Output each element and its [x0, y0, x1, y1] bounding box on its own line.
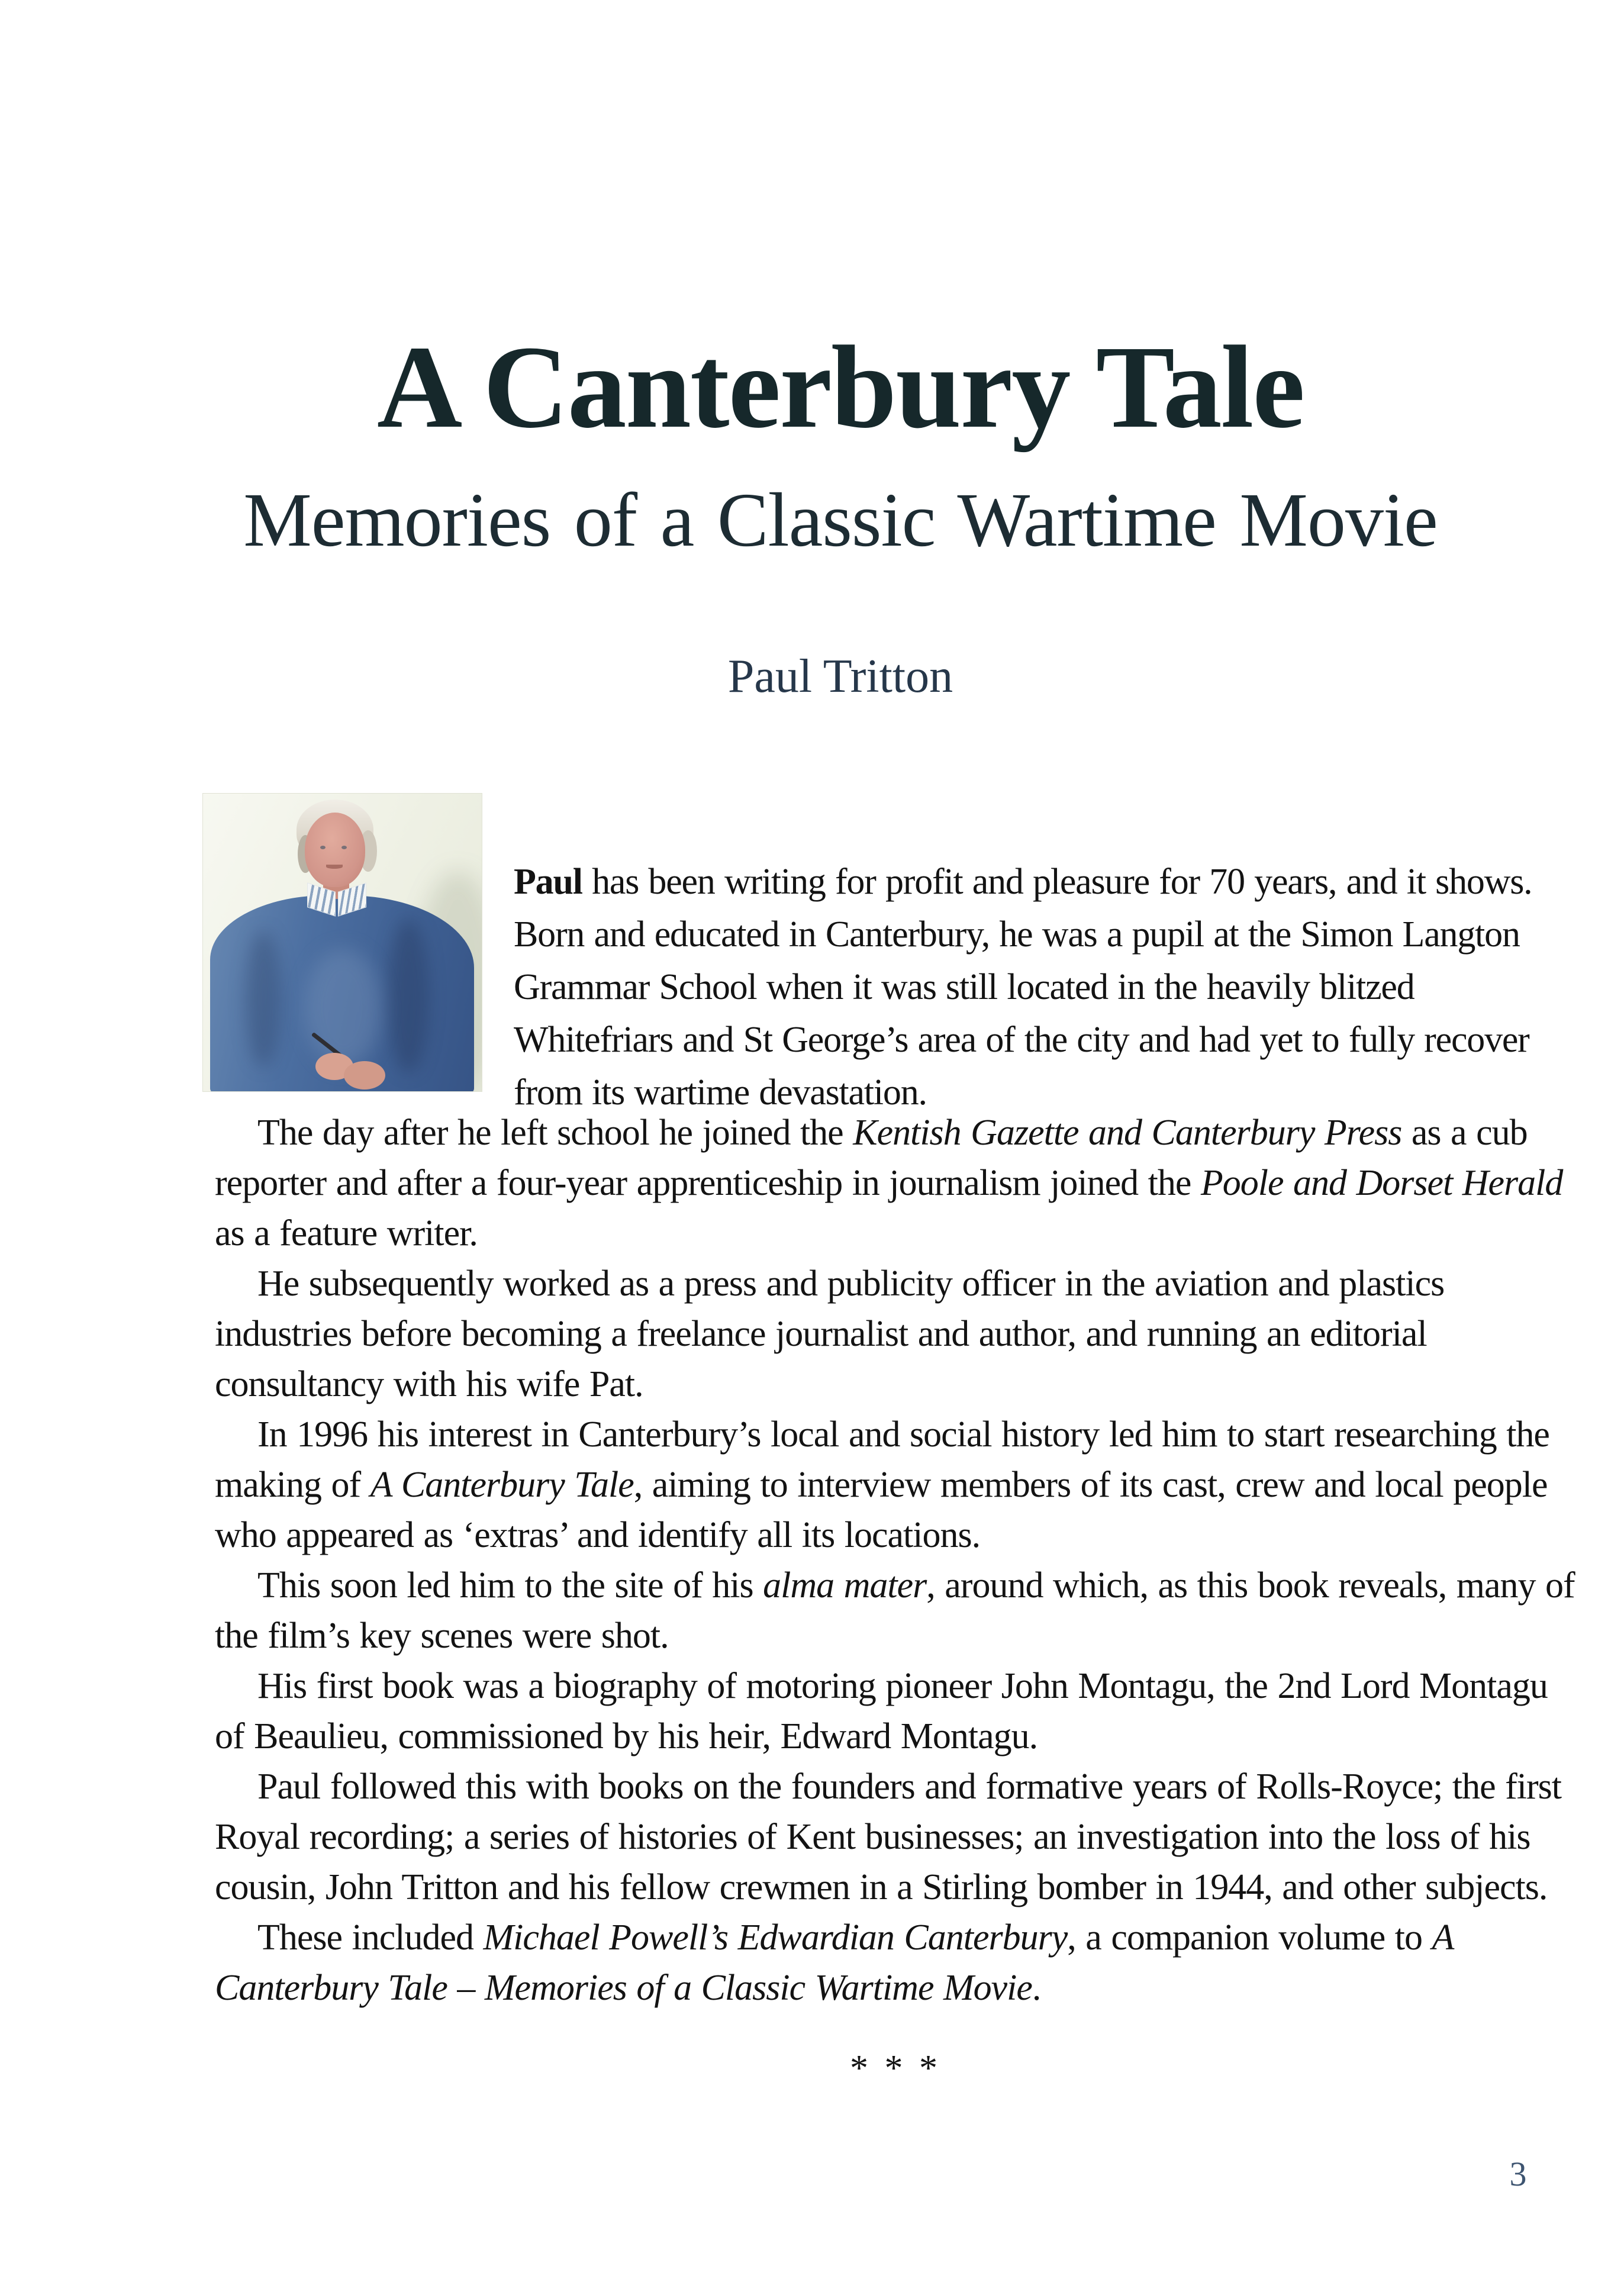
photo-hand [344, 1061, 385, 1090]
photo-eye [320, 846, 326, 849]
bio-paragraph: He subsequently worked as a press and publicity officer in the aviation and plastics industries before becoming a freelance journalist and author, and running an editorial consultancy with his wife Pat. [215, 1264, 1445, 1404]
bio-body [215, 1108, 1576, 2013]
photo-sweater-shading [388, 919, 429, 1073]
author-photo [202, 793, 482, 1092]
page-number: 3 [1509, 2155, 1527, 2193]
section-separator: * * * [850, 2048, 941, 2088]
bio-paragraph: This soon led him to the site of his alma mater, around which, as this book reveals, many of the film’s key scenes were shot. [215, 1565, 1575, 1656]
bio-paragraph: His first book was a biography of motoring pioneer John Montagu, the 2nd Lord Montagu of Beaulieu, commissioned by his heir, Edward Montagu. [215, 1666, 1548, 1756]
bio-paragraph: These included Michael Powell’s Edwardian Canterbury, a companion volume to A Canterbury Tale – Memories of a Classic Wartime Movie. [215, 1917, 1454, 2008]
bio-paragraph: Paul followed this with books on the founders and formative years of Rolls-Royce; the first Royal recording; a series of histories of Kent businesses; an investigation into the loss of his cousin, John Tritton and his fellow crewmen in a Stirling bomber in 1944, and other subjects. [215, 1767, 1562, 1907]
photo-eye [341, 846, 347, 849]
page-subtitle: Memories of a Classic Wartime Movie [243, 478, 1438, 563]
bio-paragraph: In 1996 his interest in Canterbury’s local and social history led him to start researching the making of A Canterbury Tale, aiming to interview members of its cast, crew and local people who appeared as ‘extras’ and identify all its locations. [215, 1414, 1549, 1555]
photo-face [305, 813, 365, 887]
photo-sweater-highlight [305, 949, 382, 1067]
photo-sweater-shading [246, 931, 281, 1067]
bio-paragraph: The day after he left school he joined the Kentish Gazette and Canterbury Press as a cub reporter and after a four-year apprenticeship in journalism joined the Poole and Dorset Herald as a feature writer. [215, 1113, 1563, 1253]
author-name: Paul Tritton [727, 650, 953, 702]
bio-intro-paragraph: Paul has been writing for profit and pleasure for 70 years, and it shows. Born and educated in Canterbury, he was a pupil at the Simon Langton Grammar School when it was still located in the heavily blitzed Whitefriars and St George’s area of the city and had yet to fully recover from its wartime devastation. [514, 862, 1532, 1113]
photo-mouth [326, 865, 343, 869]
page-title: A Canterbury Tale [376, 322, 1304, 453]
